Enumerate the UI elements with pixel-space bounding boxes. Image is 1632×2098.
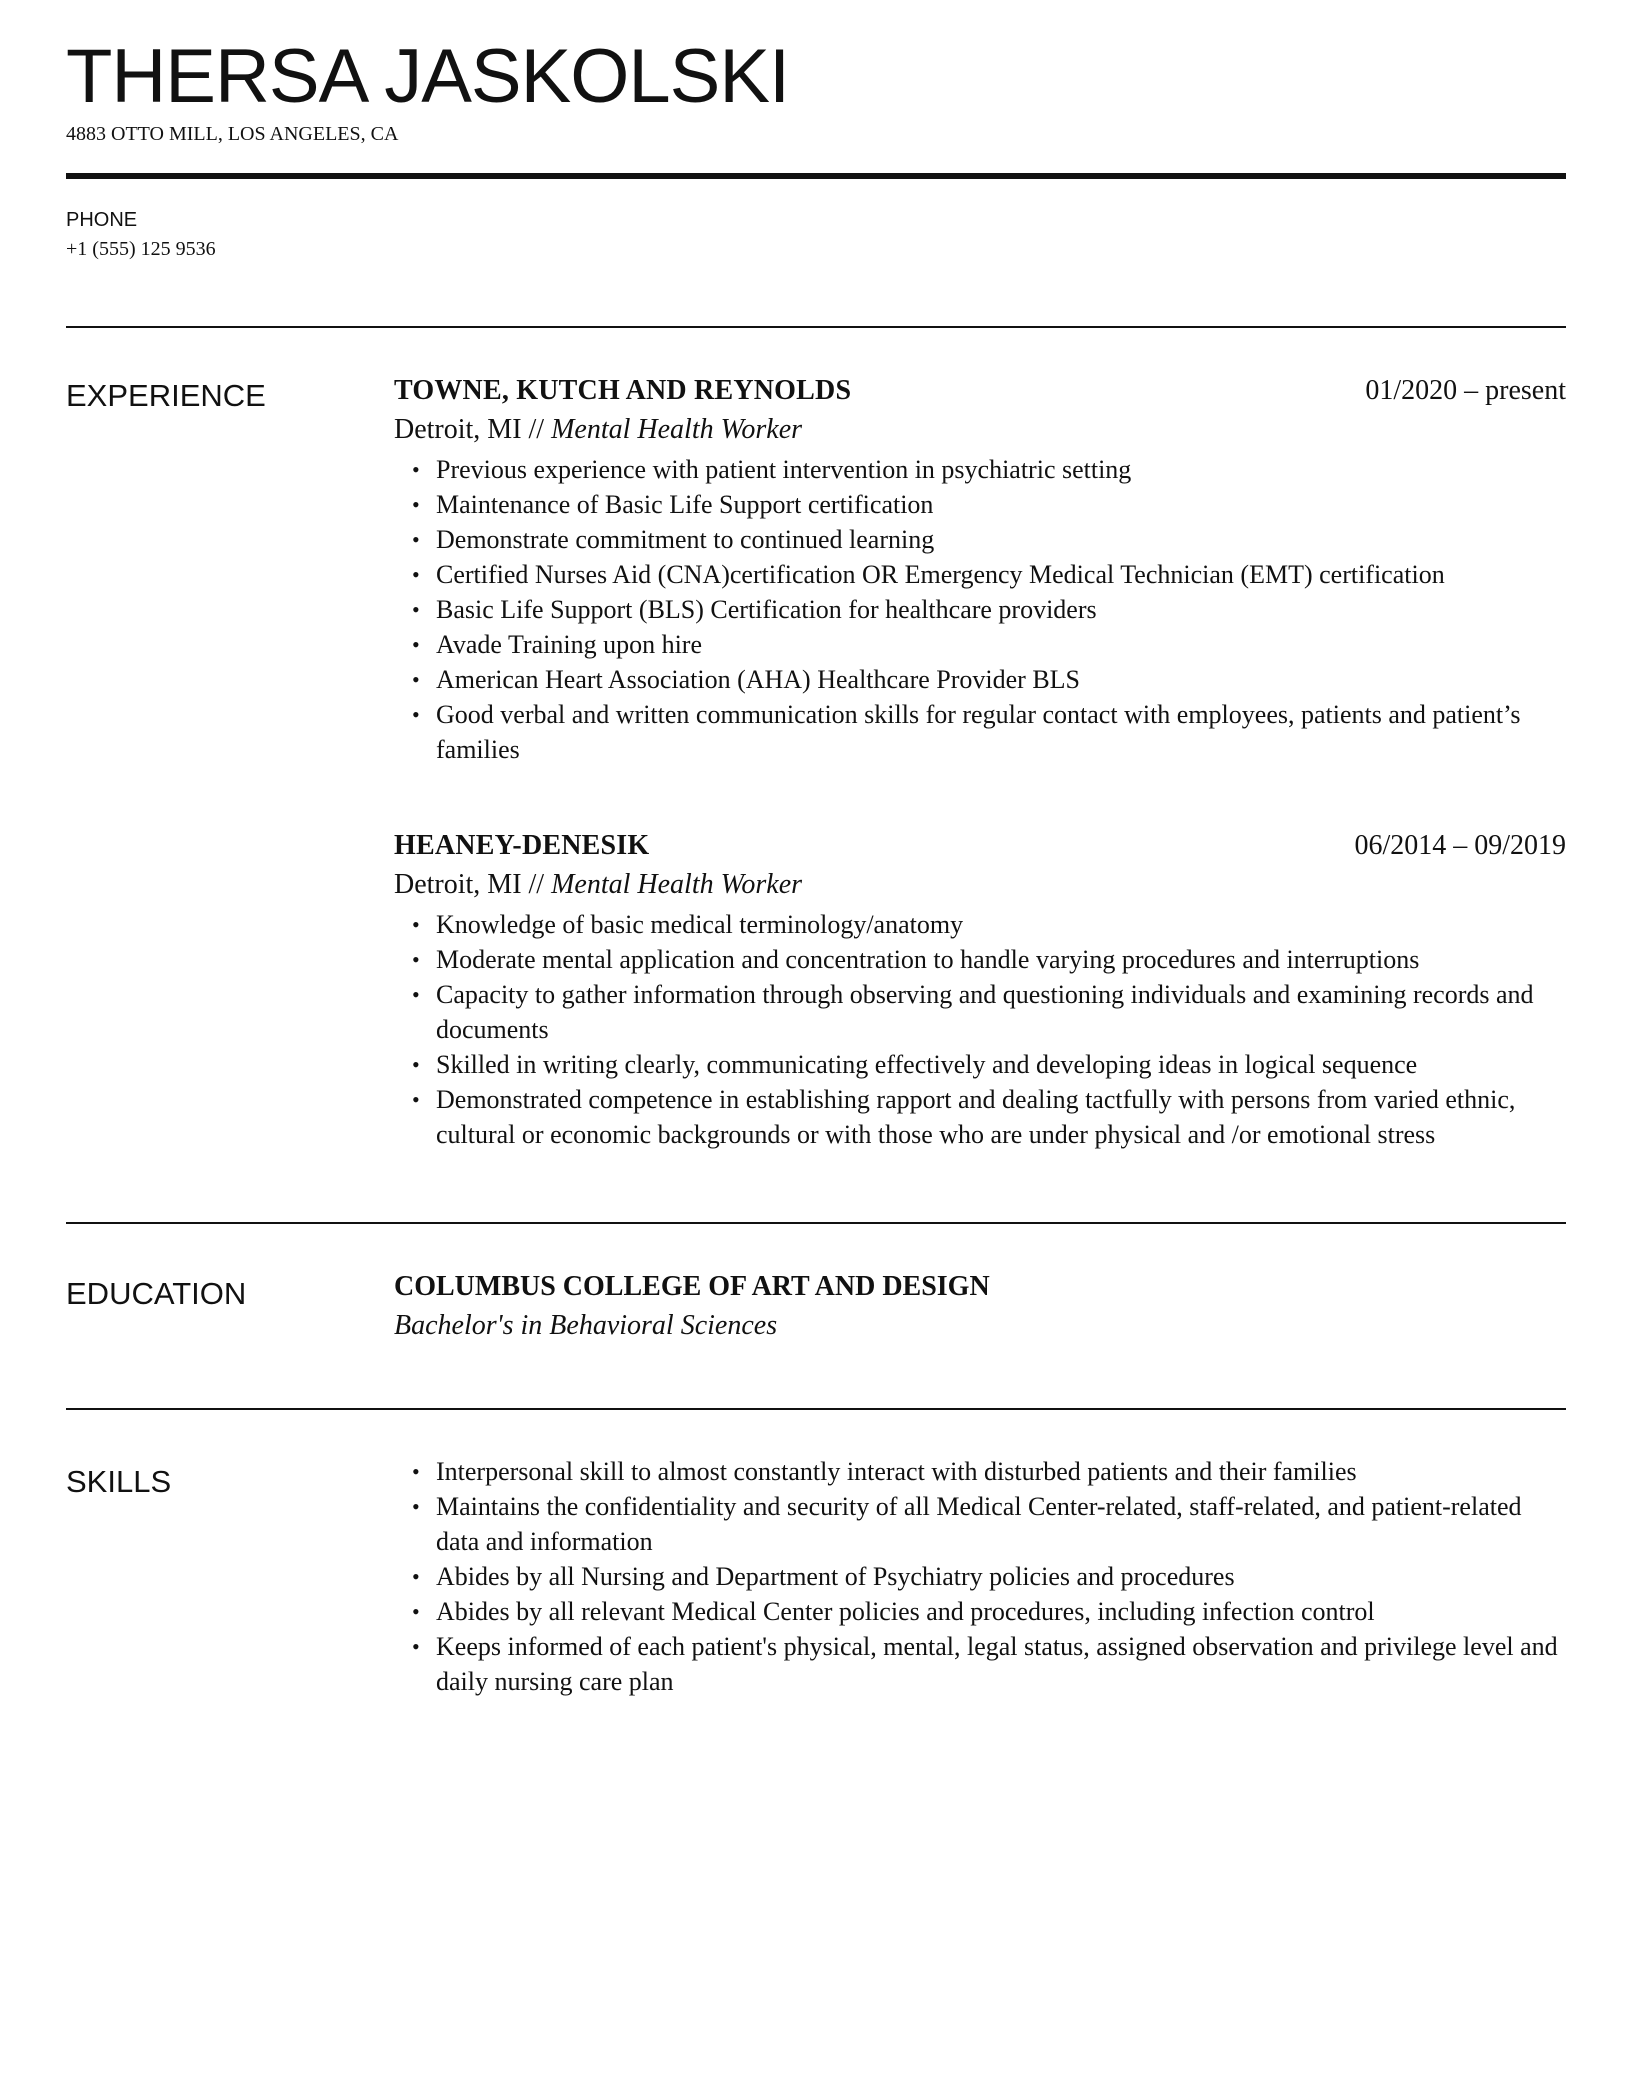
job-company: HEANEY-DENESIK <box>394 830 650 861</box>
list-item <box>394 452 1566 487</box>
job-company: TOWNE, KUTCH AND REYNOLDS <box>394 375 852 406</box>
list-item <box>394 1082 1566 1152</box>
job-location: Detroit, MI <box>394 869 522 900</box>
bullet-icon: • <box>412 912 420 937</box>
job-bullets <box>394 907 1566 1152</box>
experience-section <box>66 372 1566 1152</box>
job-subtitle <box>394 865 1566 905</box>
education-school: COLUMBUS COLLEGE OF ART AND DESIGN <box>394 1271 990 1302</box>
education-degree: Bachelor's in Behavioral Sciences <box>394 1310 778 1341</box>
list-item <box>394 487 1566 522</box>
bullet-icon: • <box>412 702 420 727</box>
skills-heading: SKILLS <box>66 1464 172 1499</box>
bullet-icon: • <box>412 492 420 517</box>
bullet-text: Certified Nurses Aid (CNA)certification OR Emergency Medical Technician (EMT) certification <box>436 560 1445 589</box>
experience-body <box>394 372 1566 1152</box>
job-header <box>394 372 1566 410</box>
bullet-text: Demonstrated competence in establishing rapport and dealing tactfully with persons from varied ethnic, cultural or economic backgrounds or with those who are under physical and /or emotional stress <box>436 1085 1516 1149</box>
job-subtitle <box>394 410 1566 450</box>
list-item <box>394 1489 1566 1559</box>
job-header <box>394 827 1566 865</box>
skill-text: Interpersonal skill to almost constantly interact with disturbed patients and their families <box>436 1457 1357 1486</box>
bullet-icon: • <box>412 947 420 972</box>
bullet-icon: • <box>412 1634 420 1659</box>
skills-body <box>394 1454 1566 1699</box>
experience-heading: EXPERIENCE <box>66 378 266 413</box>
job-entry <box>394 827 1566 1152</box>
bullet-text: Good verbal and written communication skills for regular contact with employees, patients and patient’s families <box>436 700 1521 764</box>
bullet-icon: • <box>412 457 420 482</box>
job-entry <box>394 372 1566 767</box>
section-divider <box>66 1408 1566 1410</box>
skill-text: Abides by all relevant Medical Center policies and procedures, including infection control <box>436 1597 1375 1626</box>
bullet-text: Knowledge of basic medical terminology/anatomy <box>436 910 964 939</box>
phone-label: PHONE <box>66 209 138 231</box>
phone-value: +1 (555) 125 9536 <box>66 238 216 260</box>
candidate-address: 4883 OTTO MILL, LOS ANGELES, CA <box>66 123 399 145</box>
bullet-text: Avade Training upon hire <box>436 630 702 659</box>
list-item <box>394 977 1566 1047</box>
list-item <box>394 1629 1566 1699</box>
skill-text: Keeps informed of each patient's physical, mental, legal status, assigned observation and privilege level and daily nursing care plan <box>436 1632 1558 1696</box>
bullet-icon: • <box>412 667 420 692</box>
bullet-icon: • <box>412 597 420 622</box>
list-item <box>394 697 1566 767</box>
list-item <box>394 557 1566 592</box>
section-divider <box>66 326 1566 328</box>
resume-page <box>66 0 1566 1699</box>
bullet-text: Previous experience with patient intervention in psychiatric setting <box>436 455 1132 484</box>
job-dates: 01/2020 – present <box>1365 375 1566 406</box>
bullet-icon: • <box>412 1087 420 1112</box>
skill-text: Abides by all Nursing and Department of Psychiatry policies and procedures <box>436 1562 1235 1591</box>
list-item <box>394 627 1566 662</box>
job-location: Detroit, MI <box>394 414 522 445</box>
bullet-text: Moderate mental application and concentration to handle varying procedures and interruptions <box>436 945 1420 974</box>
bullet-text: Skilled in writing clearly, communicating effectively and developing ideas in logical sequence <box>436 1050 1418 1079</box>
bullet-icon: • <box>412 1052 420 1077</box>
section-divider <box>66 1222 1566 1224</box>
bullet-icon: • <box>412 1564 420 1589</box>
skills-list <box>394 1454 1566 1699</box>
job-separator: // <box>521 414 552 445</box>
bullet-icon: • <box>412 562 420 587</box>
bullet-text: Maintenance of Basic Life Support certification <box>436 490 934 519</box>
job-separator: // <box>521 869 552 900</box>
list-item <box>394 1454 1566 1489</box>
job-role: Mental Health Worker <box>551 869 803 900</box>
education-body <box>394 1268 1566 1346</box>
bullet-icon: • <box>412 1459 420 1484</box>
bullet-text: Demonstrate commitment to continued learning <box>436 525 935 554</box>
list-item <box>394 592 1566 627</box>
bullet-icon: • <box>412 527 420 552</box>
list-item <box>394 942 1566 977</box>
candidate-name: THERSA JASKOLSKI <box>66 34 790 119</box>
bullet-icon: • <box>412 982 420 1007</box>
contact-block <box>66 208 1566 262</box>
bullet-text: Basic Life Support (BLS) Certification for healthcare providers <box>436 595 1097 624</box>
list-item <box>394 662 1566 697</box>
bullet-icon: • <box>412 632 420 657</box>
job-bullets <box>394 452 1566 767</box>
header-divider <box>66 173 1566 179</box>
skills-section <box>66 1454 1566 1699</box>
education-section <box>66 1268 1566 1346</box>
list-item <box>394 522 1566 557</box>
bullet-icon: • <box>412 1494 420 1519</box>
list-item <box>394 1594 1566 1629</box>
skill-text: Maintains the confidentiality and security of all Medical Center-related, staff-related, and patient-related data and information <box>436 1492 1522 1556</box>
list-item <box>394 907 1566 942</box>
bullet-text: American Heart Association (AHA) Healthcare Provider BLS <box>436 665 1081 694</box>
bullet-text: Capacity to gather information through observing and questioning individuals and examining records and documents <box>436 980 1534 1044</box>
list-item <box>394 1047 1566 1082</box>
bullet-icon: • <box>412 1599 420 1624</box>
job-dates: 06/2014 – 09/2019 <box>1354 830 1566 861</box>
education-heading: EDUCATION <box>66 1276 247 1311</box>
list-item <box>394 1559 1566 1594</box>
job-role: Mental Health Worker <box>551 414 803 445</box>
